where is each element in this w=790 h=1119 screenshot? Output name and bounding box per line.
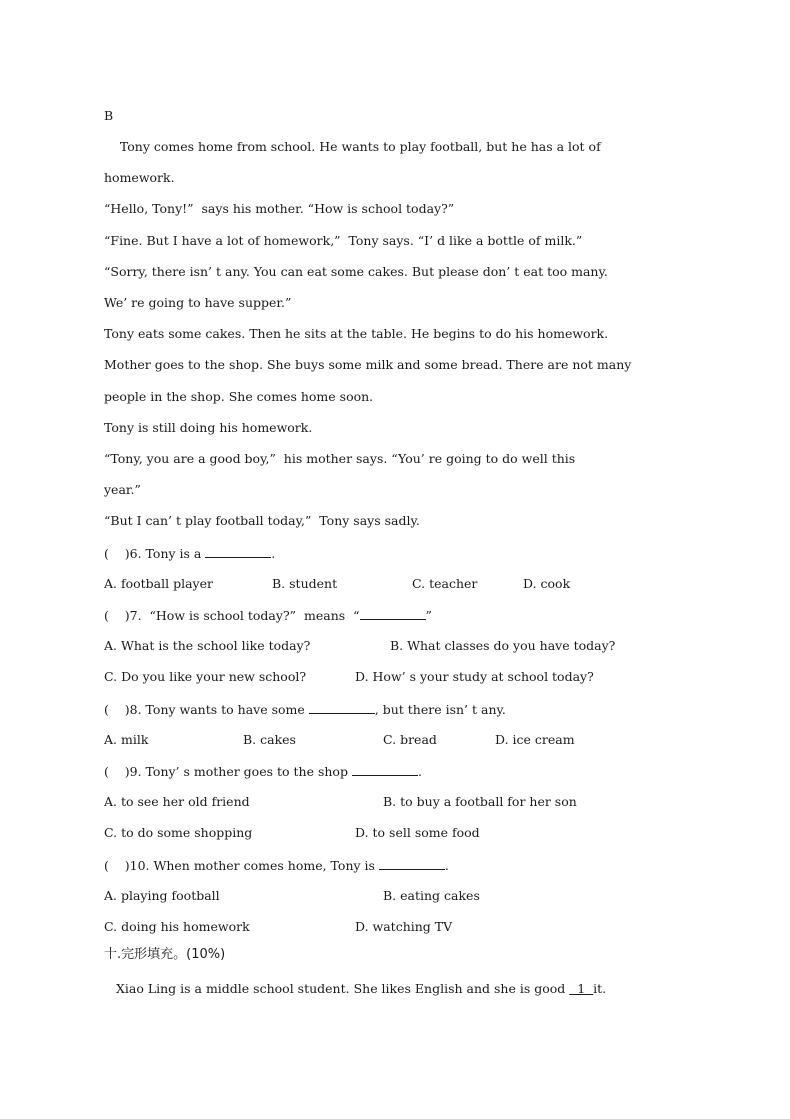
cloze-line: Xiao Ling is a middle school student. She likes English and she is good 1 it. <box>112 981 607 996</box>
question-8-option-c[interactable]: C. bread <box>383 732 437 747</box>
passage-line: “Tony, you are a good boy,” his mother says. “You’ re going to do well this <box>104 451 576 466</box>
question-6-option-a[interactable]: A. football player <box>104 576 213 591</box>
question-9-stem: ( )9. Tony’ s mother goes to the shop . <box>104 764 422 779</box>
section-heading: 十.完形填充。(10%) <box>104 947 226 962</box>
question-9-option-b[interactable]: B. to buy a football for her son <box>383 794 577 809</box>
question-10-option-c[interactable]: C. doing his homework <box>104 919 250 934</box>
question-8-option-b[interactable]: B. cakes <box>243 732 296 747</box>
question-9-option-a[interactable]: A. to see her old friend <box>104 794 250 809</box>
answer-blank[interactable] <box>309 701 375 714</box>
question-8-option-a[interactable]: A. milk <box>104 732 149 747</box>
passage-line: Tony eats some cakes. Then he sits at the table. He begins to do his homework. <box>104 326 609 341</box>
answer-blank[interactable] <box>360 607 426 620</box>
passage-line: We’ re going to have supper.” <box>104 295 292 310</box>
passage-line: people in the shop. She comes home soon. <box>104 389 374 404</box>
question-7-option-b[interactable]: B. What classes do you have today? <box>390 638 616 653</box>
cloze-blank-1[interactable]: 1 <box>569 981 594 996</box>
passage-line: Mother goes to the shop. She buys some milk and some bread. There are not many <box>104 357 632 372</box>
question-8-stem: ( )8. Tony wants to have some , but there isn’ t any. <box>104 702 506 717</box>
question-8-option-d[interactable]: D. ice cream <box>495 732 575 747</box>
passage-line: “But I can’ t play football today,” Tony says sadly. <box>104 513 420 528</box>
question-6-stem: ( )6. Tony is a . <box>104 546 276 561</box>
question-6-option-b[interactable]: B. student <box>272 576 338 591</box>
section-label: B <box>104 108 114 123</box>
passage-line: year.” <box>104 482 141 497</box>
question-10-option-b[interactable]: B. eating cakes <box>383 888 480 903</box>
question-10-option-d[interactable]: D. watching TV <box>355 919 453 934</box>
question-7-stem: ( )7. “How is school today?” means “ ” <box>104 608 432 623</box>
passage-line: “Hello, Tony!” says his mother. “How is school today?” <box>104 201 455 216</box>
question-6-option-c[interactable]: C. teacher <box>412 576 478 591</box>
question-10-option-a[interactable]: A. playing football <box>104 888 220 903</box>
passage-line: homework. <box>104 170 175 185</box>
question-6-option-d[interactable]: D. cook <box>523 576 571 591</box>
question-7-option-d[interactable]: D. How’ s your study at school today? <box>355 669 594 684</box>
answer-blank[interactable] <box>352 763 418 776</box>
question-9-option-d[interactable]: D. to sell some food <box>355 825 480 840</box>
passage-line: “Fine. But I have a lot of homework,” Tony says. “I’ d like a bottle of milk.” <box>104 233 583 248</box>
answer-blank[interactable] <box>379 857 445 870</box>
question-10-stem: ( )10. When mother comes home, Tony is . <box>104 858 449 873</box>
answer-blank[interactable] <box>205 545 271 558</box>
passage-line: Tony is still doing his homework. <box>104 420 313 435</box>
question-7-option-c[interactable]: C. Do you like your new school? <box>104 669 307 684</box>
passage-line: Tony comes home from school. He wants to play football, but he has a lot of <box>104 139 601 154</box>
question-7-option-a[interactable]: A. What is the school like today? <box>104 638 311 653</box>
question-9-option-c[interactable]: C. to do some shopping <box>104 825 253 840</box>
passage-line: “Sorry, there isn’ t any. You can eat some cakes. But please don’ t eat too many. <box>104 264 608 279</box>
